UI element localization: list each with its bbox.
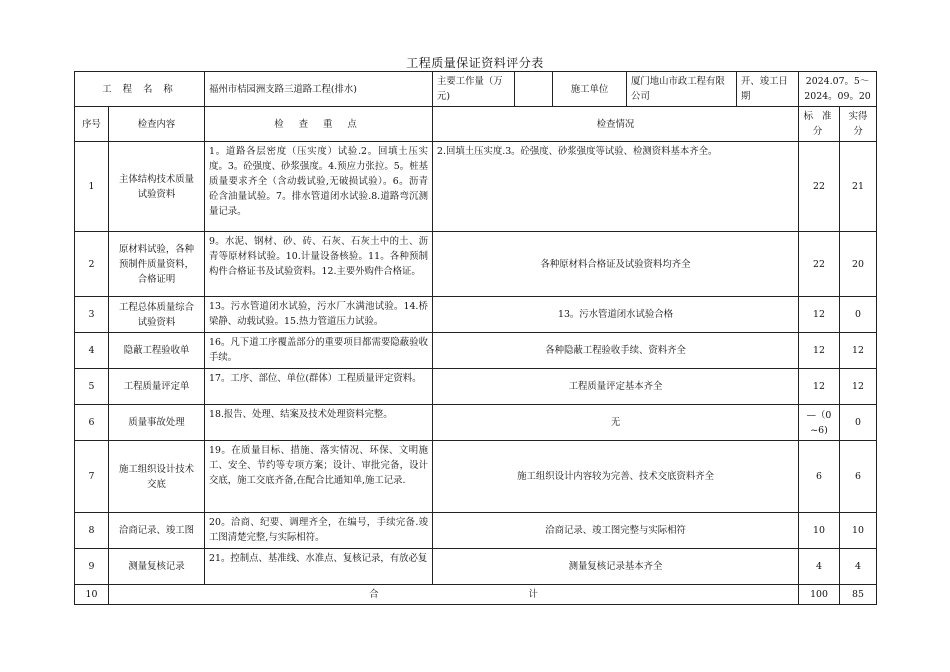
row-standard: 10	[799, 513, 840, 549]
row-content: 工程质量评定单	[109, 369, 205, 405]
row-points: 13。污水管道闭水试验，污水厂水满池试验。14.桥梁静、动载试验。15.热力管道压力试验。	[205, 297, 433, 333]
column-header-row	[75, 107, 877, 142]
row-actual: 6	[840, 441, 877, 513]
row-no: 8	[75, 513, 109, 549]
period-start: 2024.07。5～	[805, 76, 870, 87]
total-standard: 100	[799, 585, 840, 605]
table-row	[75, 297, 877, 333]
row-actual: 12	[840, 333, 877, 369]
row-standard: 12	[799, 297, 840, 333]
project-info-row	[75, 72, 877, 107]
col-header-actual: 实得分	[840, 107, 877, 142]
table-row	[75, 441, 877, 513]
row-content: 主体结构技术质量试验资料	[109, 142, 205, 232]
row-no: 9	[75, 549, 109, 585]
quality-score-grid	[74, 71, 877, 605]
row-no: 7	[75, 441, 109, 513]
row-actual: 10	[840, 513, 877, 549]
table-row	[75, 232, 877, 297]
row-standard: 4	[799, 549, 840, 585]
contractor-value: 厦门地山市政工程有限公司	[627, 72, 737, 107]
row-points: 20。洽商、纪要、调理齐全，在编号，手续完备.竣工图清楚完整,与实际相符。	[205, 513, 433, 549]
col-header-points: 检 查 重 点	[205, 107, 433, 142]
total-no: 10	[75, 585, 109, 605]
row-no: 4	[75, 333, 109, 369]
row-content: 洽商记录、竣工图	[109, 513, 205, 549]
row-points: 21。控制点、基准线、水准点、复核记录，有放必复	[205, 549, 433, 585]
row-situation: 2.回填土压实度.3。砼强度、砂浆强度等试验、检测资料基本齐全。	[433, 142, 799, 232]
row-no: 5	[75, 369, 109, 405]
total-label-a: 合	[369, 589, 379, 600]
row-situation: 各种原材料合格证及试验资料均齐全	[433, 232, 799, 297]
row-points: 19。在质量目标、措施、落实情况、环保、文明施工、安全、节约等专项方案；设计、审批完备，设计交底，施工交底齐备,在配合比通知单,施工记录.	[205, 441, 433, 513]
table-row	[75, 513, 877, 549]
row-situation: 测量复核记录基本齐全	[433, 549, 799, 585]
row-no: 1	[75, 142, 109, 232]
period-value	[799, 72, 877, 107]
row-situation: 施工组织设计内容较为完善、技术交底资料齐全	[433, 441, 799, 513]
table-row	[75, 549, 877, 585]
row-content: 施工组织设计技术交底	[109, 441, 205, 513]
row-actual: 0	[840, 405, 877, 441]
workload-label: 主要工作量（万元)	[433, 72, 515, 107]
col-header-content: 检查内容	[109, 107, 205, 142]
row-situation: 各种隐蔽工程验收手续、资料齐全	[433, 333, 799, 369]
row-points: 17。工序、部位、单位(群体）工程质量评定资料。	[205, 369, 433, 405]
row-points: 9。水泥、钢材、砂、砖、石灰、石灰土中的土、沥青等原材料试验。10.计量设备核验。11。各种预制构件合格证书及试验资料。12.主要外购件合格证。	[205, 232, 433, 297]
table-row	[75, 333, 877, 369]
period-end: 2024。09。20	[804, 91, 871, 102]
row-content: 工程总体质量综合试验资料	[109, 297, 205, 333]
row-situation: 无	[433, 405, 799, 441]
row-standard: —（0~6)	[799, 405, 840, 441]
page-title: 工程质量保证资料评分表	[406, 56, 544, 70]
workload-value	[515, 72, 553, 107]
row-content: 质量事故处理	[109, 405, 205, 441]
row-no: 3	[75, 297, 109, 333]
row-no: 6	[75, 405, 109, 441]
row-actual: 4	[840, 549, 877, 585]
row-standard: 12	[799, 369, 840, 405]
project-name-label: 工 程 名 称	[75, 72, 205, 107]
row-content: 原材料试验，各种预制件质量资料，合格证明	[109, 232, 205, 297]
col-header-standard: 标 准 分	[799, 107, 840, 142]
total-row	[75, 585, 877, 605]
col-header-situation: 检查情况	[433, 107, 799, 142]
row-points: 18.报告、处理、结案及技术处理资料完整。	[205, 405, 433, 441]
row-situation: 洽商记录、竣工图完整与实际相符	[433, 513, 799, 549]
row-content: 隐蔽工程验收单	[109, 333, 205, 369]
row-content: 测量复核记录	[109, 549, 205, 585]
row-standard: 22	[799, 232, 840, 297]
period-label: 开、竣工日期	[737, 72, 799, 107]
row-actual: 12	[840, 369, 877, 405]
total-label	[109, 585, 799, 605]
table-row	[75, 369, 877, 405]
row-standard: 12	[799, 333, 840, 369]
col-header-no: 序号	[75, 107, 109, 142]
table-row	[75, 405, 877, 441]
row-actual: 20	[840, 232, 877, 297]
row-points: 16。凡下道工序覆盖部分的重要项目都需要隐蔽验收手续。	[205, 333, 433, 369]
row-actual: 0	[840, 297, 877, 333]
total-label-b: 计	[528, 589, 538, 600]
table-row	[75, 142, 877, 232]
total-actual: 85	[840, 585, 877, 605]
row-no: 2	[75, 232, 109, 297]
project-name-value: 福州市桔园洲支路三道路工程(排水)	[205, 72, 433, 107]
row-points: 1。道路各层密度（压实度）试验.2。回填土压实度。3。砼强度、砂浆强度。4.预应力张拉。5。桩基质量要求齐全（含动载试验,无破损试验）。6。沥青砼含油量试验。7。排水管道闭水试验.8.道路弯沉测量记录。	[205, 142, 433, 232]
row-actual: 21	[840, 142, 877, 232]
row-situation: 工程质量评定基本齐全	[433, 369, 799, 405]
row-standard: 6	[799, 441, 840, 513]
contractor-label: 施工单位	[553, 72, 627, 107]
score-rows	[75, 142, 877, 585]
row-standard: 22	[799, 142, 840, 232]
row-situation: 13。污水管道闭水试验合格	[433, 297, 799, 333]
